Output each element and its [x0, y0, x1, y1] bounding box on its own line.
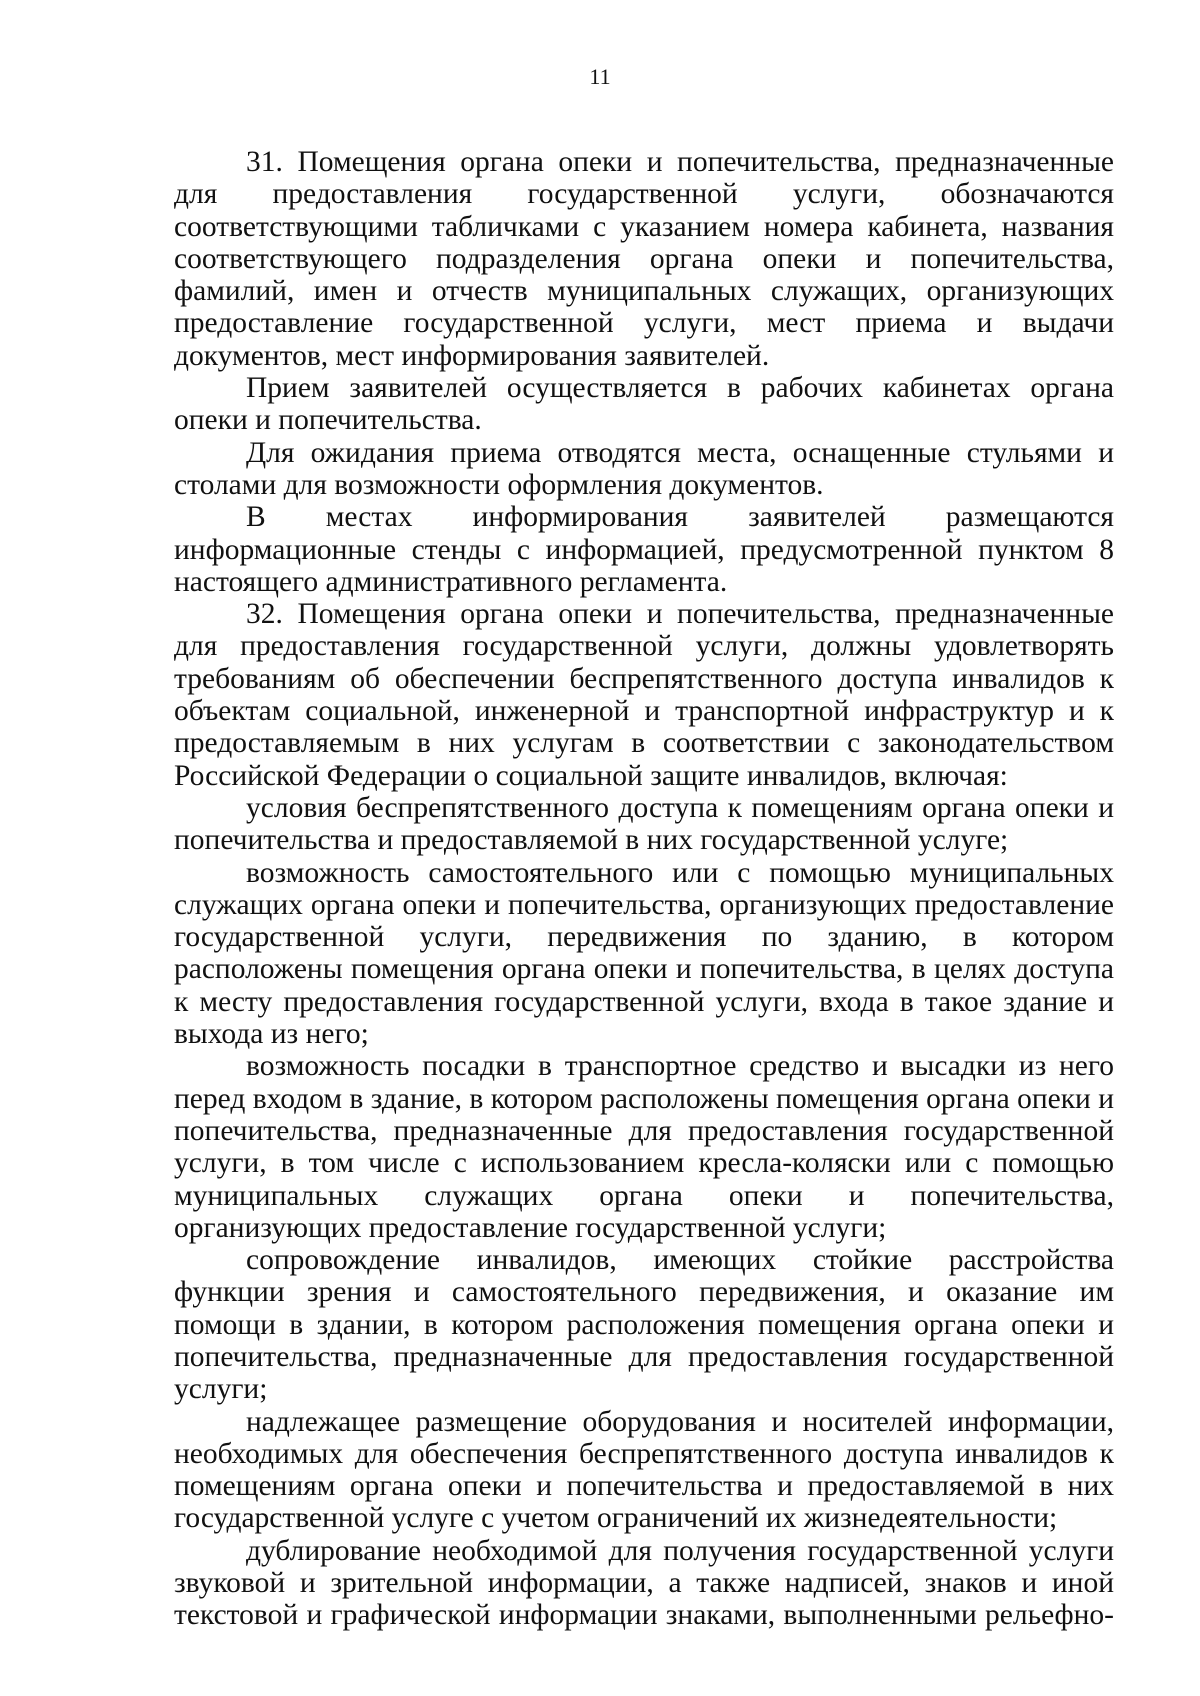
paragraph-32-accessibility-requirements: 32. Помещения органа опеки и попечительства, предназначенные для предоставления государственной услуги, должны удовлетворять требованиям об обеспечении беспрепятственного доступа инвалидов к объектам социальной, инженерной и транспортной инфраструктур и к предоставляемым в них услугам в соответствии с законодательством Российской Федерации о социальной защите инвалидов, включая:	[174, 598, 1114, 792]
paragraph-information-stands: В местах информирования заявителей размещаются информационные стенды с информацией, предусмотренной пунктом 8 настоящего административного регламента.	[174, 501, 1114, 598]
paragraph-equipment-placement: надлежащее размещение оборудования и носителей информации, необходимых для обеспечения беспрепятственного доступа инвалидов к помещениям органа опеки и попечительства и предоставляемой в них государственной услуге с учетом ограничений их жизнедеятельности;	[174, 1405, 1114, 1535]
paragraph-waiting-places: Для ожидания приема отводятся места, оснащенные стульями и столами для возможности оформления документов.	[174, 436, 1114, 501]
page-number: 11	[589, 64, 611, 89]
paragraph-vehicle-boarding: возможность посадки в транспортное средство и высадки из него перед входом в здание, в котором расположены помещения органа опеки и попечительства, предназначенные для предоставления государственной услуги, в том числе с использованием кресла-коляски или с помощью муниципальных служащих органа опеки и попечительства, организующих предоставление государственной услуги;	[174, 1050, 1114, 1244]
document-body	[174, 146, 1114, 1632]
paragraph-applicant-reception: Прием заявителей осуществляется в рабочих кабинетах органа опеки и попечительства.	[174, 372, 1114, 437]
paragraph-31-premises-signage: 31. Помещения органа опеки и попечительства, предназначенные для предоставления государственной услуги, обозначаются соответствующими табличками с указанием номера кабинета, названия соответствующего подразделения органа опеки и попечительства, фамилий, имен и отчеств муниципальных служащих, организующих предоставление государственной услуги, мест приема и выдачи документов, мест информирования заявителей.	[174, 146, 1114, 372]
paragraph-information-duplication: дублирование необходимой для получения государственной услуги звуковой и зрительной информации, а также надписей, знаков и иной текстовой и графической информации знаками, выполненными рельефно-	[174, 1534, 1114, 1632]
paragraph-escort-assistance: сопровождение инвалидов, имеющих стойкие расстройства функции зрения и самостоятельного передвижения, и оказание им помощи в здании, в котором расположения помещения органа опеки и попечительства, предназначенные для предоставления государственной услуги;	[174, 1244, 1114, 1406]
paragraph-access-conditions: условия беспрепятственного доступа к помещениям органа опеки и попечительства и предоставляемой в них государственной услуге;	[174, 791, 1114, 857]
paragraph-independent-movement: возможность самостоятельного или с помощью муниципальных служащих органа опеки и попечительства, организующих предоставление государственной услуги, передвижения по зданию, в котором расположены помещения органа опеки и попечительства, в целях доступа к месту предоставления государственной услуги, входа в такое здание и выхода из него;	[174, 856, 1114, 1051]
